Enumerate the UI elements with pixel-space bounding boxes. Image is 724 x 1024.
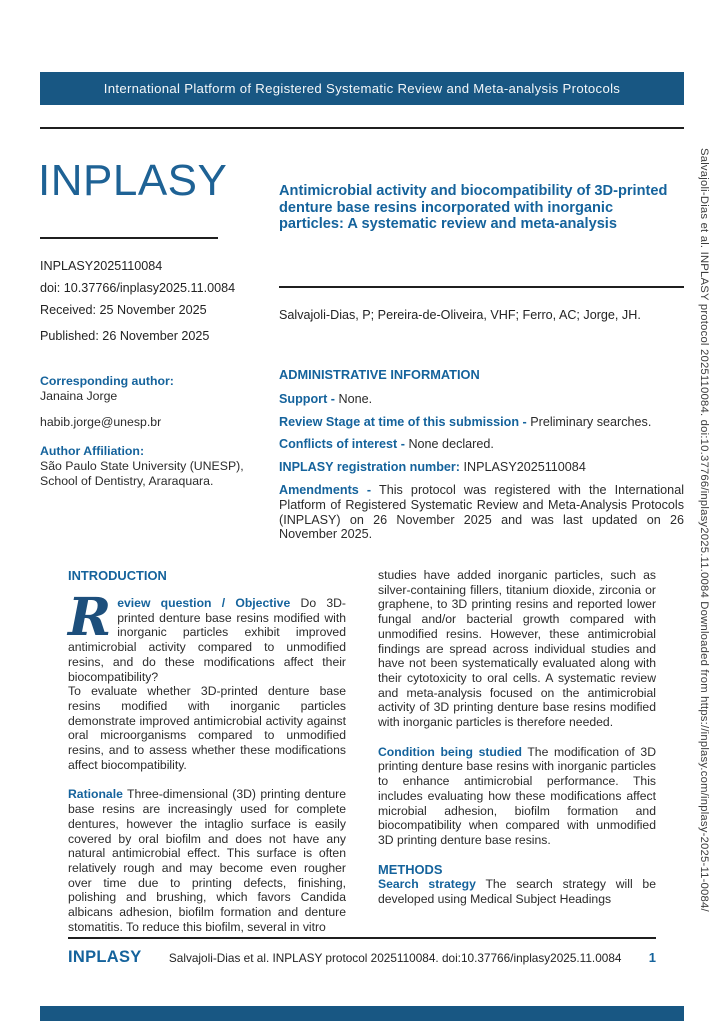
administrative-information — [279, 368, 684, 542]
corresponding-author-email: habib.jorge@unesp.br — [40, 415, 162, 429]
affiliation-line-2: School of Dentistry, Araraquara. — [40, 474, 214, 488]
top-banner — [40, 72, 684, 105]
banner-text: International Platform of Registered Systematic Review and Meta-analysis Protocols — [103, 81, 621, 96]
condition-text: The modification of 3D printing denture base resins with inorganic particles to enhance antimicrobial performance. This includes evaluating how these modifications affect microbial adhesion, biofilm formation and biocompatibility when compared with unmodified 3D printing denture base resins. — [378, 744, 656, 847]
published-line: Published: 26 November 2025 — [40, 329, 210, 343]
admin-item-registration — [279, 460, 684, 475]
admin-item-review-stage — [279, 415, 684, 430]
methods-heading: METHODS — [378, 861, 443, 877]
footer-citation: Salvajoli-Dias et al. INPLASY protocol 2025110084. doi:10.37766/inplasy2025.11.0084 — [168, 950, 622, 965]
conflicts-value: None declared. — [408, 437, 494, 452]
introduction-heading: INTRODUCTION — [68, 568, 167, 583]
registration-id: INPLASY2025110084 — [40, 259, 163, 273]
page-footer — [68, 948, 656, 967]
rationale-label: Rationale — [68, 787, 123, 802]
support-value: None. — [338, 391, 373, 406]
corresponding-author-name: Janaina Jorge — [40, 389, 118, 403]
search-strategy-paragraph — [378, 877, 656, 906]
masthead-meta — [40, 255, 235, 347]
objective-text: Do 3D-printed denture base resins modified with inorganic particles exhibit improved antimicrobial activity compared to unmodified resins, and do these modifications affect their biocompatibility? — [68, 596, 346, 684]
admin-heading: ADMINISTRATIVE INFORMATION — [279, 367, 480, 382]
introduction-left-column — [68, 587, 346, 934]
review-stage-label: Review Stage at time of this submission - — [279, 414, 527, 429]
registration-value: INPLASY2025110084 — [463, 460, 586, 475]
dropcap-r: R — [68, 587, 112, 648]
condition-paragraph — [378, 745, 656, 848]
inplasy-logo: INPLASY — [38, 156, 228, 205]
received-line: Received: 25 November 2025 — [40, 303, 207, 317]
bottom-bar — [40, 1006, 684, 1021]
admin-item-support — [279, 392, 684, 407]
review-stage-value: Preliminary searches. — [530, 414, 652, 429]
logo-rule — [40, 237, 218, 239]
contact-block — [40, 374, 268, 489]
registration-label: INPLASY registration number: — [279, 460, 461, 475]
top-rule — [40, 127, 684, 129]
footer-page-number: 1 — [648, 950, 656, 965]
admin-item-conflicts — [279, 437, 684, 452]
objective-paragraph — [68, 587, 346, 684]
doi-line: doi: 10.37766/inplasy2025.11.0084 — [40, 281, 236, 295]
rationale-continuation-paragraph: studies have added inorganic particles, such as silver-containing fillers, titanium dioxide, zirconia or graphene, to 3D printing resins and reported lower fungal and/or bacterial growth compared with unmodified resins. However, these antimicrobial findings are spread across individual studies and have not been systematically evaluated along with their cytotoxicity to oral cells. A systematic review and meta-analysis focused on the antimicrobial activity of 3D printing denture base resins modified with inorganic particles is therefore needed. — [378, 568, 656, 730]
corresponding-author-label: Corresponding author: — [40, 374, 174, 388]
rationale-paragraph — [68, 787, 346, 934]
rationale-text: Three-dimensional (3D) printing denture base resins are increasingly used for complete dentures, however the intaglio surface is easily covered by oral biofilm and does not have any natural antimicrobial effect. This surface is often relatively rough and may become even rougher over time due to printing defects, finishing, polishing and brushing, which favors Candida albicans adhesion, biofilm formation and denture stomatitis. To reduce this biofilm, several in vitro — [68, 787, 346, 934]
author-affiliation-label: Author Affiliation: — [40, 444, 145, 458]
introduction-right-column — [378, 568, 656, 907]
support-label: Support - — [279, 391, 335, 406]
footer-rule — [68, 937, 656, 939]
protocol-title: Antimicrobial activity and biocompatibility of 3D-printed denture base resins incorporated with inorganic particles: A systematic review and meta-analysis — [279, 183, 668, 233]
affiliation-line-1: São Paulo State University (UNESP), — [40, 459, 244, 473]
title-rule — [279, 286, 684, 288]
amendments-paragraph — [279, 483, 684, 542]
objective-label: eview question / Objective — [117, 596, 291, 610]
authors-line: Salvajoli-Dias, P; Pereira-de-Oliveira, VHF; Ferro, AC; Jorge, JH. — [279, 308, 641, 322]
search-strategy-text: The search strategy will be developed using Medical Subject Headings — [378, 877, 656, 907]
objective-evaluation-paragraph: To evaluate whether 3D-printed denture base resins modified with inorganic particles demonstrate improved antimicrobial activity against oral microorganisms compared to unmodified resins, and to assess whether these modifications affect biocompatibility. — [68, 684, 346, 772]
footer-logo: INPLASY — [68, 948, 142, 966]
amendments-label: Amendments - — [279, 482, 372, 497]
search-strategy-label: Search strategy — [378, 877, 476, 892]
vertical-citation: Salvajoli-Dias et al. INPLASY protocol 2025110084. doi:10.37766/inplasy2025.11.0084 Downloaded from https://inplasy.com/inplasy-2025-11-0084/ — [698, 148, 710, 912]
amendments-text: This protocol was registered with the International Platform of Registered Systematic Review and Meta-Analysis Protocols (INPLASY) on 26 November 2025 and was last updated on 26 November 2025. — [279, 482, 684, 542]
condition-label: Condition being studied — [378, 744, 522, 759]
conflicts-label: Conflicts of interest - — [279, 437, 405, 452]
